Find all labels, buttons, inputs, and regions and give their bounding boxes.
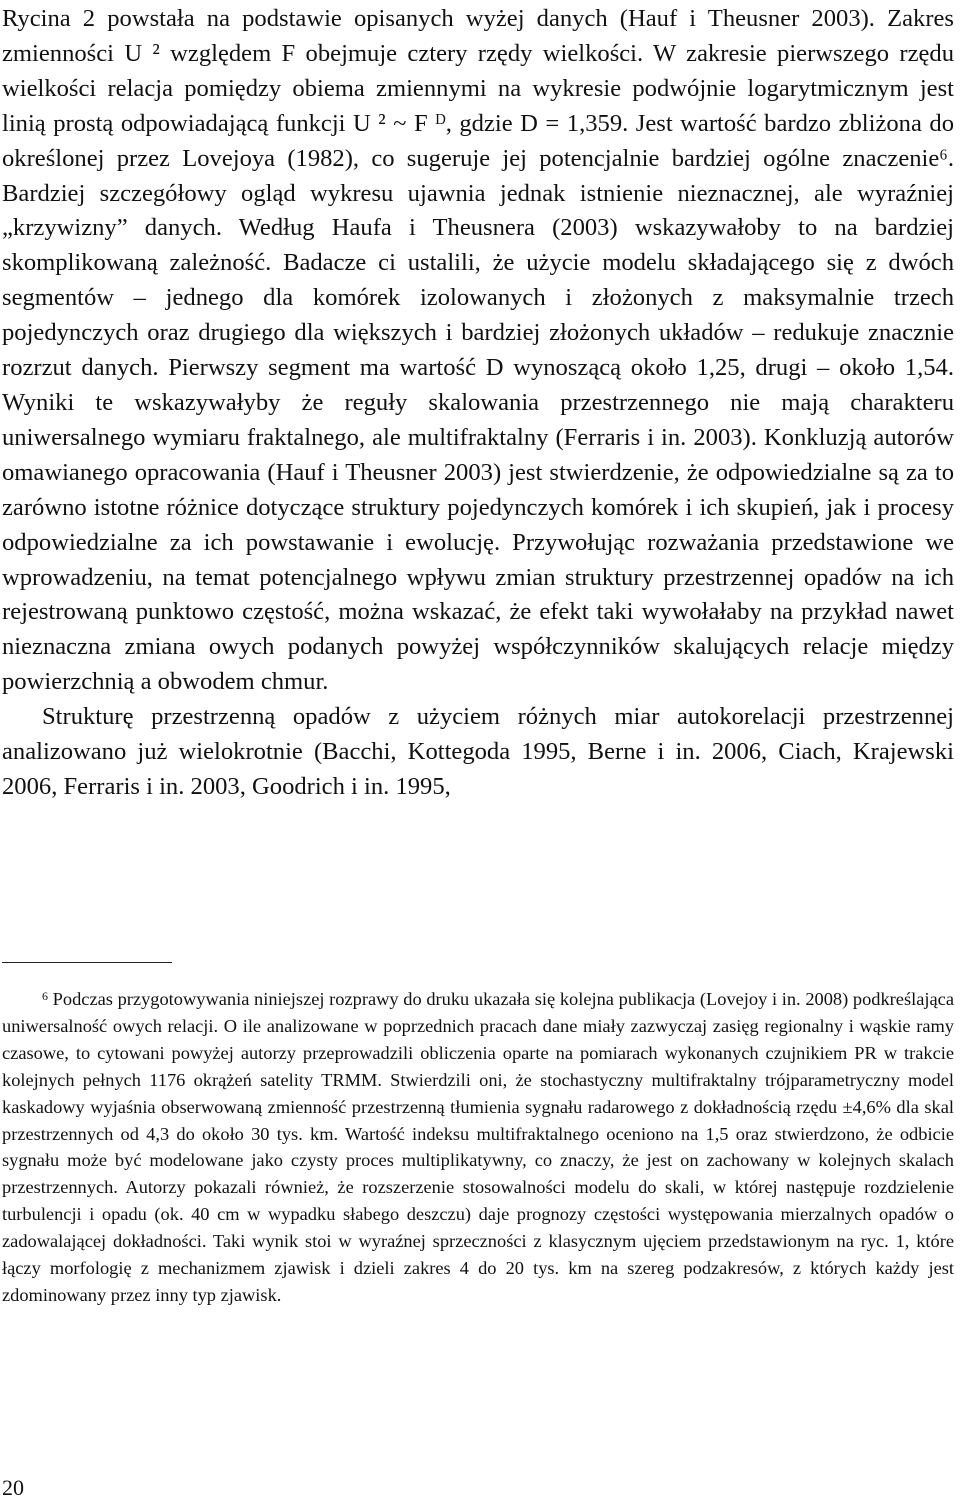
footnote-marker: 6 — [42, 989, 48, 1003]
body-text — [2, 2, 954, 805]
page-number: 20 — [2, 1475, 24, 1500]
body-paragraph: Strukturę przestrzenną opadów z użyciem różnych miar autokorelacji przestrzennej analizowano już wielokrotnie (Bacchi, Kottegoda 1995, Berne i in. 2006, Ciach, Krajewski 2006, Ferraris i in. 2003, Goodrich i in. 1995, — [2, 703, 954, 800]
body-paragraph: Rycina 2 powstała na podstawie opisanych wyżej danych (Hauf i Theusner 2003). Zakres zmienności U ² względem F obejmuje cztery rzędy wielkości. W zakresie pierwszego rzędu wielkości relacja pomiędzy obiema zmiennymi na wykresie podwójnie logarytmicznym jest linią prostą odpowiadającą funkcji U ² ~ F ᴰ, gdzie D = 1,359. Jest wartość bardzo zbliżona do określonej przez Lovejoya (1982), co sugeruje jej potencjalnie bardziej ogólne znaczenie⁶. Bardziej szczegółowy ogląd wykresu ujawnia jednak istnienie nieznacznej, ale wyraźniej „krzywizny” danych. Według Haufa i Theusnera (2003) wskazywałoby to na bardziej skomplikowaną zależność. Badacze ci ustalili, że użycie modelu składającego się z dwóch segmentów – jednego dla komórek izolowanych i złożonych z maksymalnie trzech pojedynczych oraz drugiego dla większych i bardziej złożonych układów – redukuje znacznie rozrzut danych. Pierwszy segment ma wartość D wynoszącą około 1,25, drugi – około 1,54. Wyniki te wskazywałyby że reguły skalowania przestrzennego nie mają charakteru uniwersalnego wymiaru fraktalnego, ale multifraktalny (Ferraris i in. 2003). Konkluzją autorów omawianego opracowania (Hauf i Theusner 2003) jest stwierdzenie, że odpowiedzialne są za to zarówno istotne różnice dotyczące struktury pojedynczych komórek i ich skupień, jak i procesy odpowiedzialne za ich powstawanie i ewolucję. Przywołując rozważania przedstawione we wprowadzeniu, na temat potencjalnego wpływu zmian struktury przestrzennej opadów na ich rejestrowaną punktowo częstość, można wskazać, że efekt taki wywołałaby na przykład nawet nieznaczna zmiana owych podanych powyżej współczynników skalujących relacje między powierzchnią a obwodem chmur. — [2, 5, 954, 696]
footnote-text: Podczas przygotowywania niniejszej rozprawy do druku ukazała się kolejna publikacja (Lovejoy i in. 2008) podkreślająca uniwersalność owych relacji. O ile analizowane w poprzednich pracach dane miały zazwyczaj zasięg regionalny i wąskie ramy czasowe, to cytowani powyżej autorzy przeprowadzili obliczenia oparte na pomiarach wykonanych czujnikiem PR w trakcie kolejnych pełnych 1176 okrążeń satelity TRMM. Stwierdzili oni, że stochastyczny multifraktalny trójparametryczny model kaskadowy wyjaśnia obserwowaną zmienność przestrzenną tłumienia sygnału radarowego z dokładnością rzędu ±4,6% dla skal przestrzennych od 4,3 do około 30 tys. km. Wartość indeksu multifraktalnego oceniono na 1,5 oraz stwierdzono, że odbicie sygnału może być modelowane jako czysty proces multiplikatywny, co znaczy, że jest on zachowany w kolejnych skalach przestrzennych. Autorzy pokazali również, że rozszerzenie stosowalności modelu do skali, w której następuje rozdzielenie turbulencji i opadu (ok. 40 cm w wypadku słabego deszczu) daje prognozy częstości występowania mierzalnych opadów o zadowalającej dokładności. Taki wynik stoi w wyraźnej sprzeczności z klasycznym ujęciem przedstawionym na ryc. 1, które łączy morfologię z mechanizmem zjawisk i dzieli zakres 4 do 20 tys. km na szereg podzakresów, z których każdy jest zdominowany przez inny typ zjawisk. — [2, 989, 954, 1305]
footnote-separator — [2, 962, 172, 963]
footnote — [2, 986, 954, 1309]
